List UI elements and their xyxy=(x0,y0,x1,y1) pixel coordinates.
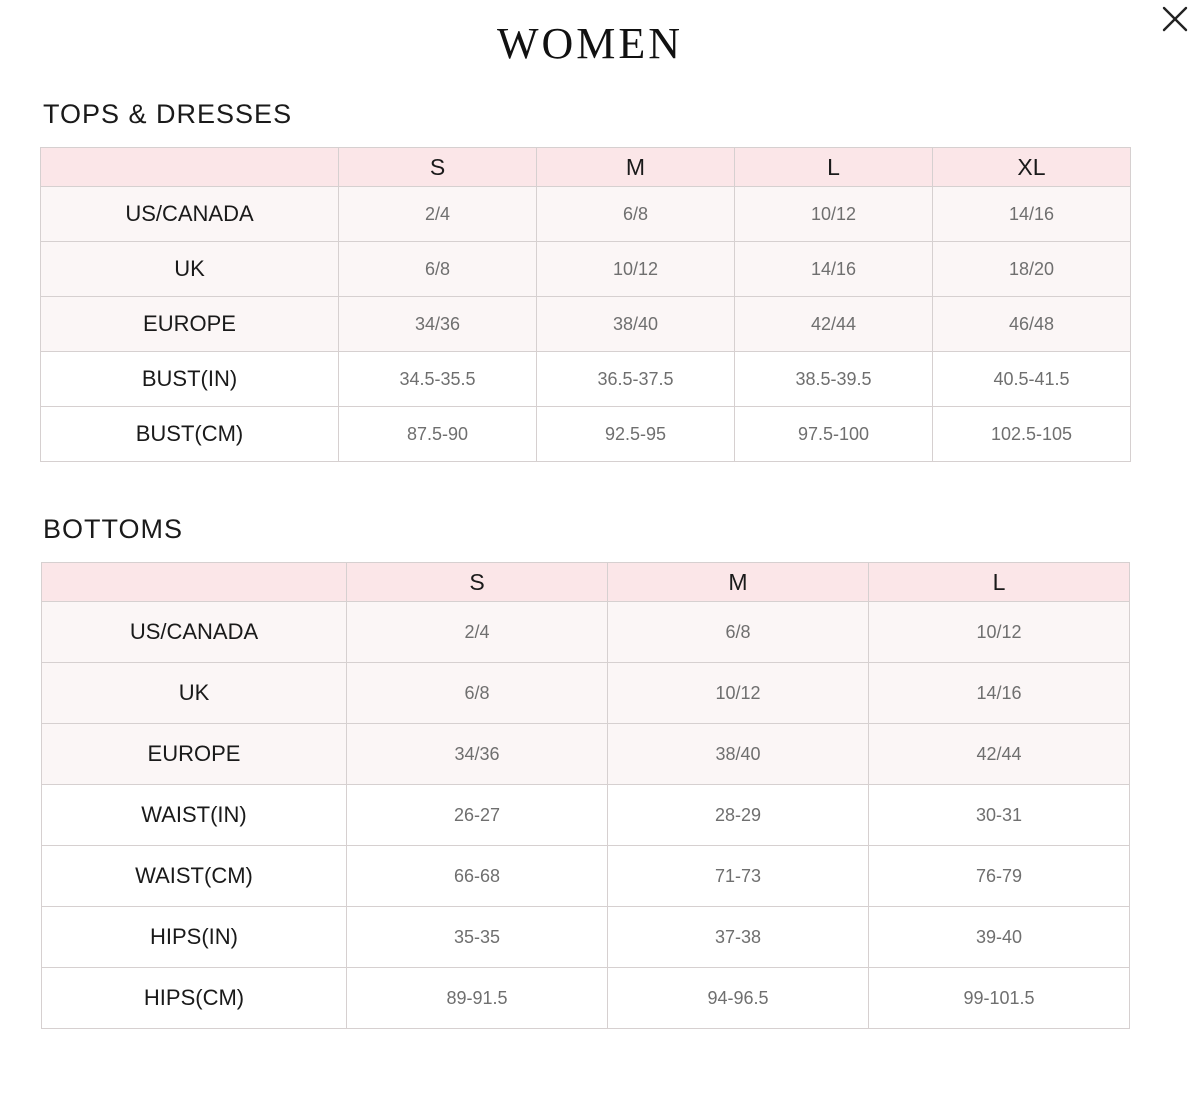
size-header: M xyxy=(608,563,869,602)
row-label: WAIST(IN) xyxy=(42,785,347,846)
size-value: 97.5-100 xyxy=(735,407,933,462)
size-value: 38/40 xyxy=(608,724,869,785)
size-value: 6/8 xyxy=(339,242,537,297)
size-value: 14/16 xyxy=(869,663,1130,724)
table-row xyxy=(42,602,1130,663)
size-header: XL xyxy=(933,148,1131,187)
size-value: 87.5-90 xyxy=(339,407,537,462)
table-row xyxy=(42,785,1130,846)
header-corner-cell xyxy=(41,148,339,187)
row-label: UK xyxy=(41,242,339,297)
size-value: 94-96.5 xyxy=(608,968,869,1029)
size-value: 34.5-35.5 xyxy=(339,352,537,407)
size-value: 10/12 xyxy=(608,663,869,724)
row-label: HIPS(CM) xyxy=(42,968,347,1029)
size-value: 2/4 xyxy=(347,602,608,663)
table-row xyxy=(42,907,1130,968)
table-row xyxy=(42,663,1130,724)
size-value: 46/48 xyxy=(933,297,1131,352)
size-value: 39-40 xyxy=(869,907,1130,968)
size-value: 42/44 xyxy=(735,297,933,352)
row-label: US/CANADA xyxy=(42,602,347,663)
size-value: 14/16 xyxy=(735,242,933,297)
header-corner-cell xyxy=(42,563,347,602)
size-value: 10/12 xyxy=(735,187,933,242)
row-label: BUST(CM) xyxy=(41,407,339,462)
table-row xyxy=(41,297,1131,352)
size-value: 38/40 xyxy=(537,297,735,352)
bottoms-section-heading: BOTTOMS xyxy=(43,514,184,544)
close-button[interactable] xyxy=(1158,2,1192,36)
size-value: 89-91.5 xyxy=(347,968,608,1029)
row-label: UK xyxy=(42,663,347,724)
table-row xyxy=(41,242,1131,297)
size-value: 76-79 xyxy=(869,846,1130,907)
size-value: 30-31 xyxy=(869,785,1130,846)
size-value: 10/12 xyxy=(869,602,1130,663)
size-value: 26-27 xyxy=(347,785,608,846)
size-value: 42/44 xyxy=(869,724,1130,785)
size-header: L xyxy=(869,563,1130,602)
size-value: 18/20 xyxy=(933,242,1131,297)
bottoms-size-table xyxy=(41,562,1130,1029)
table-row xyxy=(41,187,1131,242)
size-value: 6/8 xyxy=(537,187,735,242)
tops-size-table xyxy=(40,147,1131,462)
row-label: HIPS(IN) xyxy=(42,907,347,968)
size-value: 6/8 xyxy=(347,663,608,724)
size-value: 40.5-41.5 xyxy=(933,352,1131,407)
size-value: 102.5-105 xyxy=(933,407,1131,462)
size-value: 34/36 xyxy=(339,297,537,352)
size-value: 38.5-39.5 xyxy=(735,352,933,407)
size-header: M xyxy=(537,148,735,187)
table-row xyxy=(42,968,1130,1029)
size-value: 99-101.5 xyxy=(869,968,1130,1029)
row-label: WAIST(CM) xyxy=(42,846,347,907)
size-value: 66-68 xyxy=(347,846,608,907)
table-row xyxy=(42,724,1130,785)
table-row xyxy=(41,407,1131,462)
bottoms-header-row xyxy=(42,563,1130,602)
row-label: EUROPE xyxy=(42,724,347,785)
tops-section-heading: TOPS & DRESSES xyxy=(43,99,293,129)
size-value: 35-35 xyxy=(347,907,608,968)
size-value: 28-29 xyxy=(608,785,869,846)
size-value: 36.5-37.5 xyxy=(537,352,735,407)
size-value: 37-38 xyxy=(608,907,869,968)
size-value: 2/4 xyxy=(339,187,537,242)
size-value: 6/8 xyxy=(608,602,869,663)
size-value: 92.5-95 xyxy=(537,407,735,462)
table-row xyxy=(42,846,1130,907)
row-label: US/CANADA xyxy=(41,187,339,242)
row-label: EUROPE xyxy=(41,297,339,352)
table-row xyxy=(41,352,1131,407)
page-title: WOMEN xyxy=(496,19,684,68)
size-value: 10/12 xyxy=(537,242,735,297)
size-value: 14/16 xyxy=(933,187,1131,242)
close-icon xyxy=(1158,2,1192,36)
tops-header-row xyxy=(41,148,1131,187)
size-value: 71-73 xyxy=(608,846,869,907)
row-label: BUST(IN) xyxy=(41,352,339,407)
size-value: 34/36 xyxy=(347,724,608,785)
size-header: S xyxy=(347,563,608,602)
size-header: S xyxy=(339,148,537,187)
size-header: L xyxy=(735,148,933,187)
